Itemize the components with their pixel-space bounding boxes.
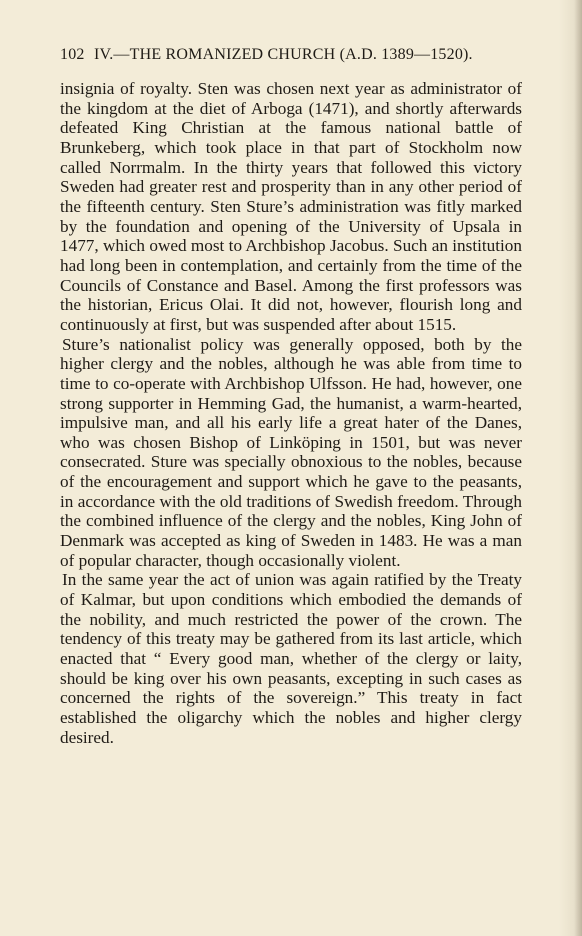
paragraph-2: Sture’s nationalist policy was generally opposed, both by the higher clergy and the nobles, although he was able from time to time to co-operate with Archbishop Ulfsson. He had, however, one strong supporter in Hemming Gad, the humanist, a warm-hearted, impulsive man, and all his early life a great hater of the Danes, who was chosen Bishop of Linköping in 1501, but was never consecrated. Sture was specially obnoxious to the nobles, because of the encouragement and support which he gave to the peasants, in accordance with the old traditions of Swedish freedom. Through the combined influence of the clergy and the nobles, King John of Denmark was accepted as king of Sweden in 1483. He was a man of popular character, though occasionally violent. xyxy=(60,334,522,570)
paragraph-1: insignia of royalty. Sten was chosen next year as administrator of the kingdom at the diet of Arboga (1471), and shortly afterwards defeated King Christian at the famous national battle of Brunkeberg, which took place in that part of Stockholm now called Norrmalm. In the thirty years that followed this victory Sweden had greater rest and prosperity than in any other period of the fifteenth century. Sten Sture’s administration was fitly marked by the foundation and opening of the University of Upsala in 1477, which owed most to Archbishop Jacobus. Such an institution had long been in contemplation, and certainly from the time of the Councils of Constance and Basel. Among the first professors was the historian, Ericus Olai. It did not, however, flourish long and continuously at first, but was suspended after about 1515. xyxy=(60,79,522,334)
running-head xyxy=(60,46,522,70)
page-number: 102 xyxy=(60,46,85,63)
body-text xyxy=(60,79,522,747)
chapter-running-title: IV.—THE ROMANIZED CHURCH (A.D. 1389—1520). xyxy=(94,46,473,63)
paragraph-3: In the same year the act of union was again ratified by the Treaty of Kalmar, but upon conditions which embodied the demands of the nobility, and much restricted the power of the crown. The tendency of this treaty may be gathered from its last article, which enacted that “ Every good man, whether of the clergy or laity, should be king over his own peasants, excepting in such cases as concerned the rights of the sovereign.” This treaty in fact established the oligarchy which the nobles and higher clergy desired. xyxy=(60,570,522,747)
page-edge-shadow xyxy=(574,0,582,936)
